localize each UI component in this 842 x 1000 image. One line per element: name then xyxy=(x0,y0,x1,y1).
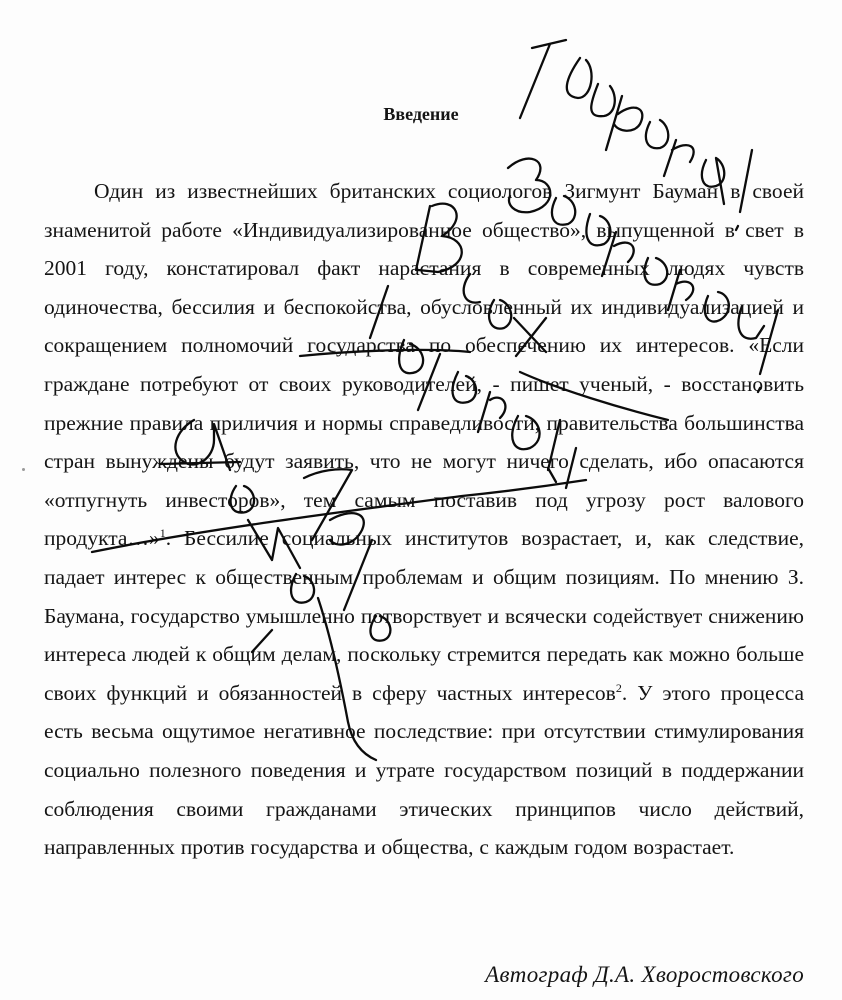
paragraph-text-part-3: . У этого процесса есть весьма ощутимое негативное последствие: при отсутствии стимулирования социально полезного поведения и утрате государством позиций в поддержании соблюдения своими гражданами этических принципов число действий, направленных против государства и общества, с каждым годом возрастает. xyxy=(44,680,804,860)
photo-caption: Автограф Д.А. Хворостовского xyxy=(485,962,804,987)
document-title: Введение xyxy=(383,104,459,124)
footnote-ref-1: 1 xyxy=(159,526,166,541)
footnote-ref-2: 2 xyxy=(615,680,622,695)
paragraph-text-part-2: . Бессилие социальных институтов возрастает, и, как следствие, падает интерес к общественным проблемам и общим позициям. По мнению З. Баумана, государство умышленно потворствует и всячески содействует снижению интереса людей к общим делам, поскольку стремится передать как можно больше своих функций и обязанностей в сферу частных интересов xyxy=(44,526,804,705)
paper-speck xyxy=(22,468,25,471)
introduction-paragraph xyxy=(44,172,804,867)
paragraph-text-part-1: Один из известнейших британских социологов Зигмунт Бауман в своей знаменитой работе «Индивидуализированное общество», выпущенной в свет в 2001 году, констатировал факт нарастания в современных людях чувств одиночества, бессилия и беспокойства, обусловленный их индивидуализацией и сокращением полномочий государства по обеспечению их интересов. «Если граждане потребуют от своих руководителей, - пишет ученый, - восстановить прежние правила приличия и нормы справедливости, правительства большинства стран вынуждены будут заявить, что не могут ничего сделать, ибо опасаются «отпугнуть инвесторов», тем самым поставив под угрозу рост валового продукта…» xyxy=(44,179,804,551)
